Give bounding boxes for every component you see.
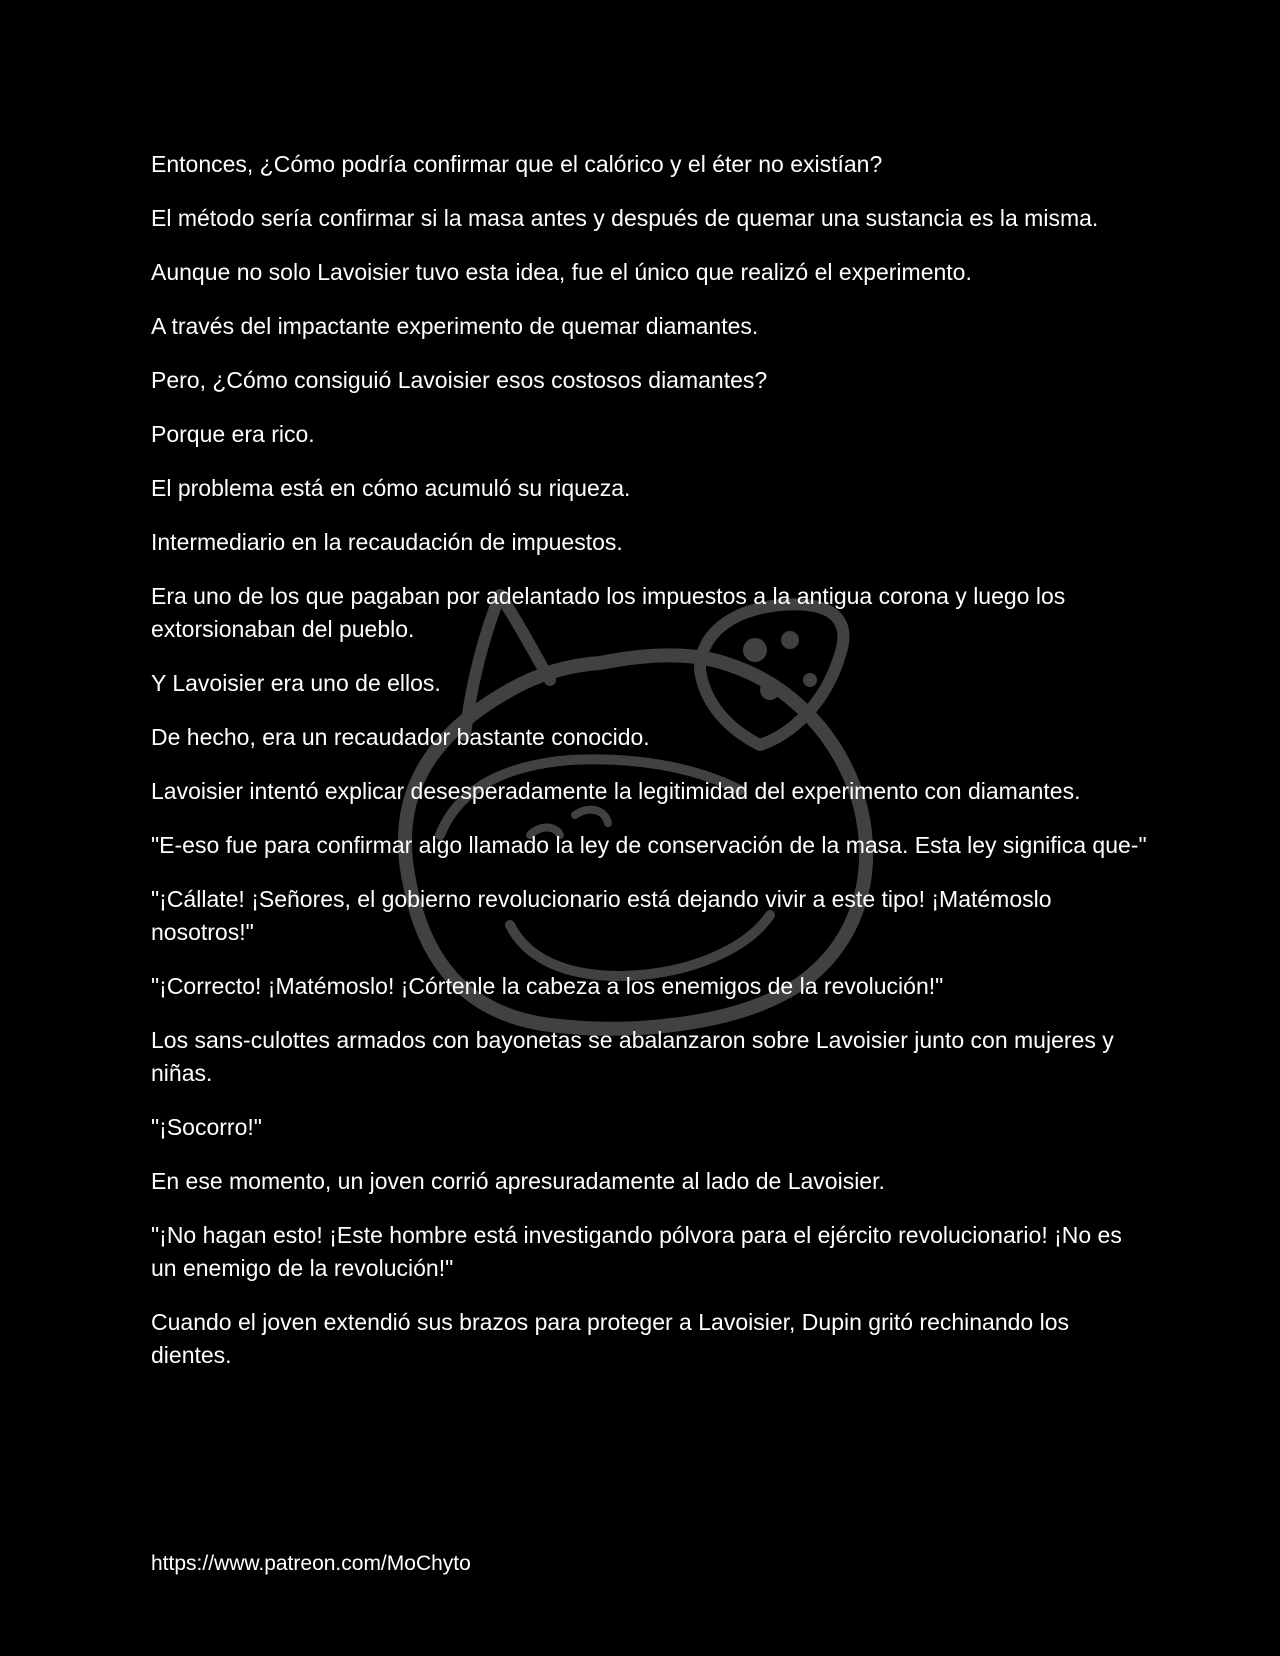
paragraph: A través del impactante experimento de quemar diamantes. — [151, 313, 759, 339]
patreon-link[interactable]: https://www.patreon.com/MoChyto — [151, 1552, 471, 1575]
paragraph: Pero, ¿Cómo consiguió Lavoisier esos costosos diamantes? — [151, 367, 768, 393]
paragraph: Entonces, ¿Cómo podría confirmar que el calórico y el éter no existían? — [151, 151, 883, 177]
paragraph: "¡Socorro!" — [151, 1114, 262, 1140]
paragraph: Era uno de los que pagaban por adelantado los impuestos a la antigua corona y luego los extorsionaban del pueblo. — [151, 583, 1066, 642]
paragraph: El método sería confirmar si la masa antes y después de quemar una sustancia es la misma. — [151, 205, 1099, 231]
paragraph: Los sans-culottes armados con bayonetas se abalanzaron sobre Lavoisier junto con mujeres y niñas. — [151, 1027, 1114, 1086]
paragraph: Cuando el joven extendió sus brazos para proteger a Lavoisier, Dupin gritó rechinando los dientes. — [151, 1309, 1070, 1368]
paragraph: Porque era rico. — [151, 421, 315, 447]
paragraph: De hecho, era un recaudador bastante conocido. — [151, 724, 650, 750]
paragraph: "¡Cállate! ¡Señores, el gobierno revolucionario está dejando vivir a este tipo! ¡Matémoslo nosotros!" — [151, 886, 1052, 945]
paragraph: Y Lavoisier era uno de ellos. — [151, 670, 441, 696]
paragraph: Aunque no solo Lavoisier tuvo esta idea, fue el único que realizó el experimento. — [151, 259, 972, 285]
story-text — [151, 148, 1151, 1393]
paragraph: El problema está en cómo acumuló su riqueza. — [151, 475, 631, 501]
paragraph: "¡No hagan esto! ¡Este hombre está investigando pólvora para el ejército revolucionario! ¡No es un enemigo de la revolución!" — [151, 1222, 1122, 1281]
paragraph: "E-eso fue para confirmar algo llamado la ley de conservación de la masa. Esta ley significa que-" — [151, 832, 1147, 858]
paragraph: "¡Correcto! ¡Matémoslo! ¡Córtenle la cabeza a los enemigos de la revolución!" — [151, 973, 944, 999]
paragraph: En ese momento, un joven corrió apresuradamente al lado de Lavoisier. — [151, 1168, 885, 1194]
paragraph: Intermediario en la recaudación de impuestos. — [151, 529, 623, 555]
paragraph: Lavoisier intentó explicar desesperadamente la legitimidad del experimento con diamantes. — [151, 778, 1081, 804]
